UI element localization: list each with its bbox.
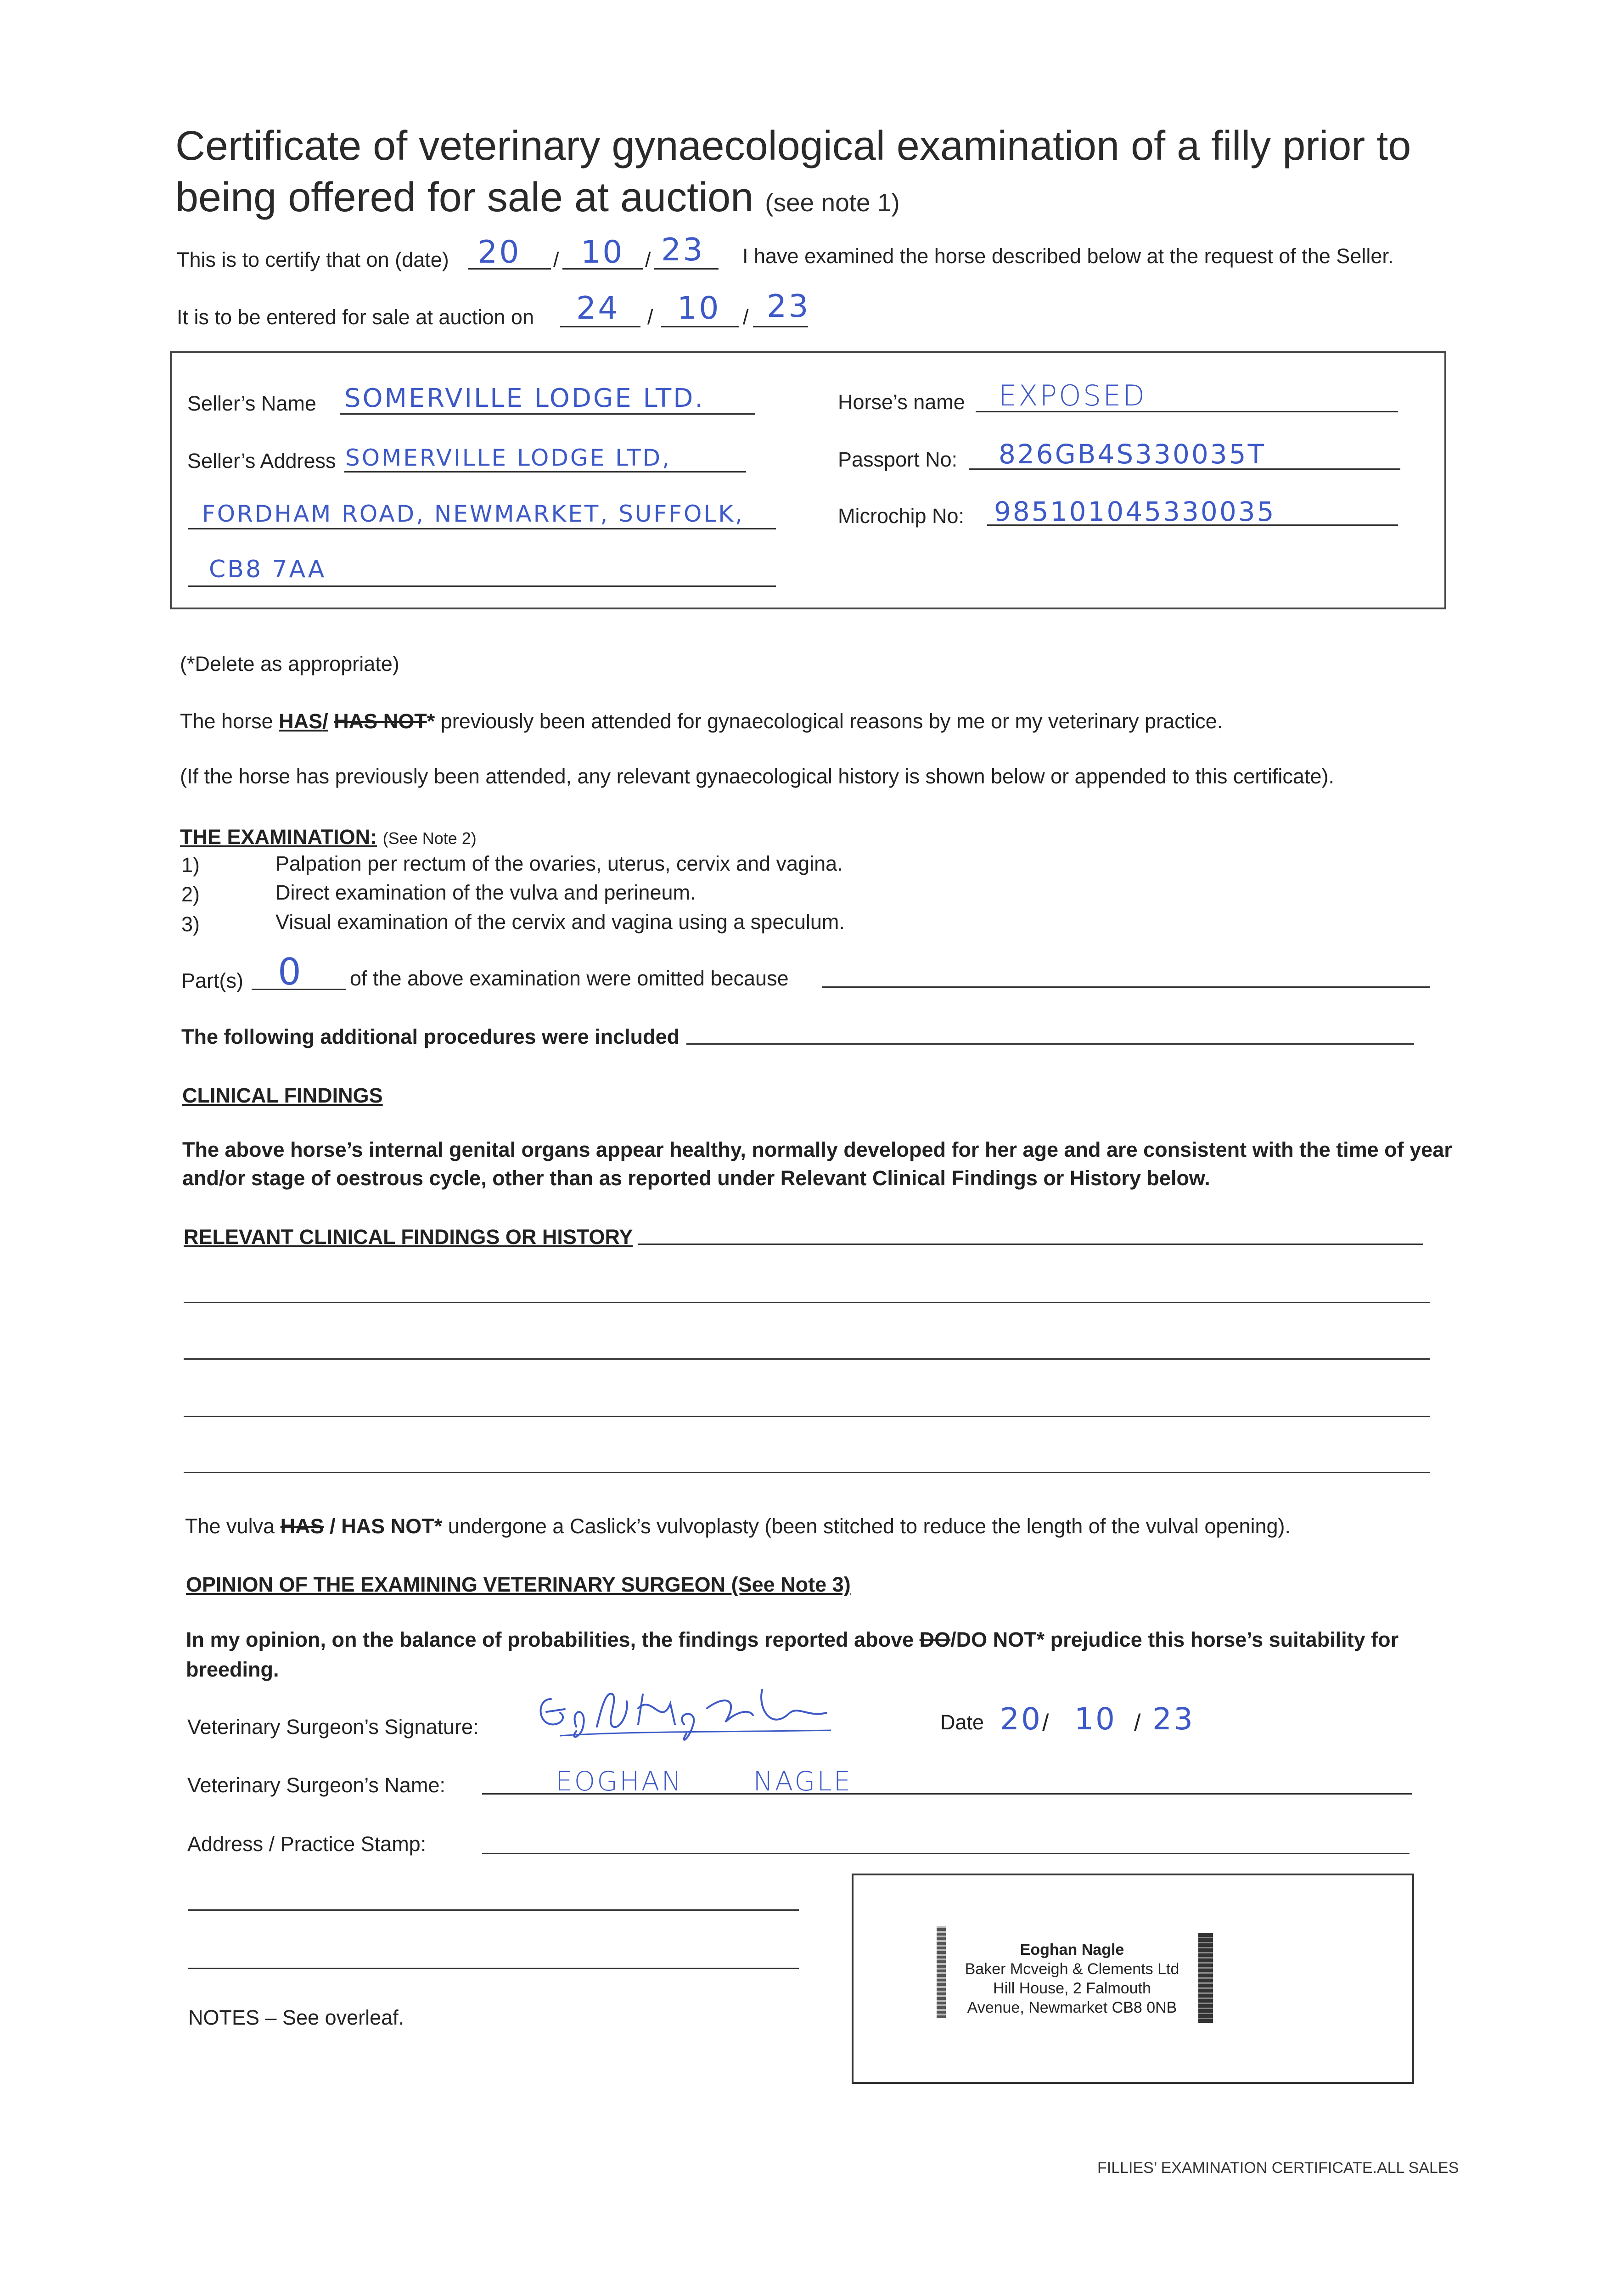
vulva-line — [185, 1514, 1291, 1538]
opinion-heading: OPINION OF THE EXAMINING VETERINARY SURGEON (See Note 3) — [186, 1573, 851, 1596]
title-line2-text: being offered for sale at auction — [175, 174, 754, 220]
certify-suffix: I have examined the horse described below at the request of the Seller. — [742, 244, 1394, 268]
delete-note: (*Delete as appropriate) — [180, 652, 399, 675]
attended-note: (If the horse has previously been attended, any relevant gynaecological history is shown below or appended to this certificate). — [180, 765, 1334, 788]
separator: / — [1134, 1710, 1141, 1736]
omitted-reason-line — [822, 986, 1430, 988]
address-stamp-label: Address / Practice Stamp: — [187, 1832, 427, 1856]
opinion-do: DO — [919, 1628, 951, 1651]
auction-year: 23 — [767, 288, 810, 325]
title-line1: Certificate of veterinary gynaecological examination of a filly prior to — [175, 123, 1411, 169]
exam-item-num-1: 1) — [181, 853, 200, 877]
attended-star: * — [427, 709, 435, 733]
passport-label: Passport No: — [838, 448, 958, 471]
certify-day: 20 — [477, 234, 521, 270]
seller-address-line3: CB8 7AA — [209, 556, 326, 583]
exam-item-num-2: 2) — [181, 883, 200, 906]
separator: / — [645, 248, 651, 271]
certify-month: 10 — [581, 234, 624, 270]
opinion-line1 — [186, 1628, 1398, 1652]
relevant-line-2 — [184, 1302, 1430, 1303]
separator: / — [1042, 1710, 1049, 1736]
vulva-has-not: HAS NOT* — [341, 1514, 443, 1538]
certify-prefix: This is to certify that on (date) — [177, 248, 449, 271]
additional-line — [686, 1043, 1414, 1045]
relevant-heading: RELEVANT CLINICAL FINDINGS OR HISTORY — [184, 1225, 633, 1249]
address-stamp-line — [482, 1853, 1410, 1854]
opinion-line1-suffix: /DO NOT* prejudice this horse’s suitability for — [950, 1628, 1399, 1651]
stamp-line4: Avenue, Newmarket CB8 0NB — [967, 1999, 1177, 2016]
stamp-line1: Eoghan Nagle — [1020, 1941, 1124, 1958]
seller-name-label: Seller’s Name — [187, 392, 316, 415]
seller-name-line — [340, 413, 755, 415]
clinical-findings-line1: The above horse’s internal genital organs appear healthy, normally developed for her age and are consistent with the time of year — [182, 1138, 1452, 1161]
clinical-findings-heading: CLINICAL FINDINGS — [182, 1084, 383, 1107]
stamp-line3: Hill House, 2 Falmouth — [993, 1980, 1151, 1997]
title-line2 — [175, 172, 1411, 228]
vulva-has: HAS — [280, 1514, 324, 1538]
vulva-suffix: undergone a Caslick’s vulvoplasty (been stitched to reduce the length of the vulval opening). — [448, 1514, 1291, 1538]
surgeon-name-label: Veterinary Surgeon’s Name: — [187, 1773, 445, 1797]
omitted-suffix: of the above examination were omitted because — [350, 967, 789, 990]
auction-prefix: It is to be entered for sale at auction on — [177, 305, 534, 329]
attended-has: HAS — [279, 709, 323, 733]
stamp-line2: Baker Mcveigh & Clements Ltd — [965, 1960, 1179, 1978]
examination-heading-row — [180, 825, 477, 849]
opinion-line1-prefix: In my opinion, on the balance of probabilities, the findings reported above — [186, 1628, 914, 1651]
exam-item-text-1: Palpation per rectum of the ovaries, uterus, cervix and vagina. — [275, 852, 843, 875]
microchip-label: Microchip No: — [838, 504, 965, 528]
opinion-line2: breeding. — [186, 1658, 279, 1681]
page-title — [175, 120, 1411, 228]
omitted-prefix: Part(s) — [181, 969, 243, 992]
relevant-line-5 — [184, 1472, 1430, 1473]
signature-date-day: 20 — [1000, 1701, 1042, 1737]
relevant-line-3 — [184, 1358, 1430, 1360]
horse-name-label: Horse’s name — [838, 390, 965, 414]
attended-prefix: The horse — [180, 709, 273, 733]
certify-year-line — [654, 268, 719, 270]
notes-label: NOTES – See overleaf. — [188, 2006, 404, 2029]
stamp-right-bar — [1198, 1933, 1213, 2023]
seller-address-line2: FORDHAM ROAD, NEWMARKET, SUFFOLK, — [202, 501, 744, 527]
attended-suffix: previously been attended for gynaecological reasons by me or my veterinary practice. — [440, 709, 1223, 733]
examination-heading: THE EXAMINATION: — [180, 825, 377, 849]
microchip-number: 985101045330035 — [994, 496, 1276, 527]
examination-note: (See Note 2) — [382, 829, 477, 848]
seller-address-label: Seller’s Address — [187, 449, 336, 473]
title-note: (see note 1) — [765, 188, 900, 217]
attended-slash: / — [322, 709, 328, 733]
practice-stamp — [953, 1940, 1191, 2017]
signature-date-year: 23 — [1152, 1701, 1195, 1737]
seller-address-line3-rule — [188, 585, 776, 587]
signature-image — [533, 1681, 845, 1750]
auction-day: 24 — [576, 290, 620, 326]
seller-address-line1: SOMERVILLE LODGE LTD, — [345, 445, 672, 471]
footer: FILLIES’ EXAMINATION CERTIFICATE.ALL SALES — [1097, 2159, 1459, 2177]
stamp-left-bar — [937, 1926, 946, 2018]
clinical-findings-line2: and/or stage of oestrous cycle, other than as reported under Relevant Clinical Findings or History below. — [182, 1166, 1210, 1190]
exam-item-text-3: Visual examination of the cervix and vagina using a speculum. — [275, 910, 845, 934]
auction-month: 10 — [677, 290, 721, 326]
attended-line — [180, 709, 1223, 733]
signature-date-month: 10 — [1074, 1701, 1117, 1737]
seller-address-line2-rule — [188, 528, 776, 529]
certify-year: 23 — [661, 232, 705, 268]
seller-address-line1-rule — [344, 471, 746, 473]
vulva-prefix: The vulva — [185, 1514, 275, 1538]
exam-item-num-3: 3) — [181, 912, 200, 936]
separator: / — [743, 305, 749, 329]
omitted-value: 0 — [278, 951, 303, 993]
relevant-line-1 — [638, 1244, 1423, 1245]
passport-number: 826GB4S330035T — [999, 439, 1266, 470]
horse-name: EXPOSED — [999, 379, 1147, 412]
address-line-2 — [188, 1968, 799, 1969]
attended-has-not: HAS NOT — [334, 709, 427, 733]
auction-year-line — [753, 326, 808, 327]
signature-label: Veterinary Surgeon’s Signature: — [187, 1715, 479, 1739]
separator: / — [553, 248, 559, 271]
relevant-line-4 — [184, 1416, 1430, 1417]
additional-label: The following additional procedures were included — [181, 1025, 680, 1048]
signature-date-label: Date — [940, 1711, 984, 1734]
vulva-slash: / — [330, 1514, 336, 1538]
seller-name: SOMERVILLE LODGE LTD. — [344, 383, 705, 413]
exam-item-text-2: Direct examination of the vulva and perineum. — [275, 881, 696, 904]
separator: / — [647, 305, 653, 329]
surgeon-name: EOGHAN NAGLE — [556, 1766, 853, 1797]
address-line-1 — [188, 1909, 799, 1911]
